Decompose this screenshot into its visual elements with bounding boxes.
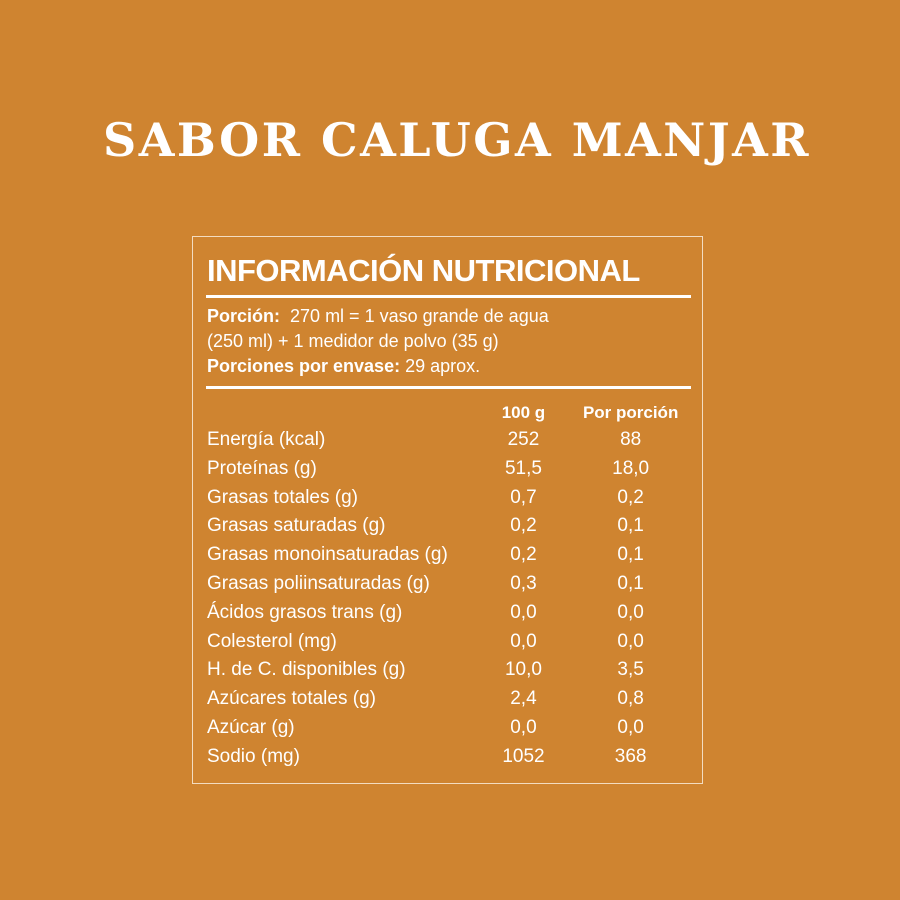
table-row — [207, 714, 697, 743]
nutrient-value-per-serving: 0,1 — [617, 572, 644, 594]
serving-size-detail: (250 ml) + 1 medidor de polvo (35 g) — [207, 331, 499, 351]
nutrient-name: Energía (kcal) — [207, 429, 326, 450]
nutrient-name: Ácidos grasos trans (g) — [207, 601, 403, 623]
table-row — [207, 685, 697, 714]
nutrient-value-per-serving: 0,0 — [617, 630, 644, 652]
nutrient-value-per-100g: 0,0 — [510, 601, 537, 623]
nutrient-name: H. de C. disponibles (g) — [207, 659, 406, 681]
nutrient-value-per-100g: 51,5 — [504, 457, 542, 479]
nutrient-name: Azúcares totales (g) — [207, 688, 376, 710]
nutrient-table-header — [207, 400, 697, 426]
nutrient-value-per-serving: 88 — [620, 429, 642, 450]
column-header-per-serving: Por porción — [582, 403, 679, 422]
nutrient-value-per-100g: 0,7 — [510, 486, 537, 508]
nutrient-name: Grasas monoinsaturadas (g) — [207, 544, 448, 566]
column-header-per-100g: 100 g — [501, 403, 546, 422]
table-row — [207, 599, 697, 628]
serving-divider — [206, 386, 691, 389]
nutrient-name: Azúcar (g) — [207, 716, 295, 738]
nutrient-value-per-serving: 368 — [614, 745, 647, 767]
table-row — [207, 455, 697, 484]
table-row — [207, 743, 697, 772]
nutrient-value-per-serving: 0,0 — [617, 716, 644, 738]
column-header-nutrient — [207, 400, 483, 426]
nutrient-value-per-100g: 252 — [507, 429, 540, 450]
table-row — [207, 628, 697, 657]
serving-info — [207, 304, 549, 379]
serving-size-label: Porción: — [207, 306, 281, 326]
serving-size-value: 270 ml = 1 vaso grande de agua — [290, 306, 549, 326]
nutrient-value-per-100g: 1052 — [502, 745, 545, 767]
servings-per-container-line — [207, 354, 549, 379]
nutrient-value-per-100g: 0,2 — [510, 515, 537, 537]
nutrient-table — [207, 400, 697, 772]
nutrition-heading: INFORMACIÓN NUTRICIONAL — [207, 253, 640, 288]
table-row — [207, 570, 697, 599]
table-row — [207, 426, 697, 455]
nutrient-value-per-serving: 0,8 — [617, 688, 644, 710]
nutrition-facts-panel — [192, 236, 703, 784]
nutrient-value-per-100g: 0,2 — [510, 544, 537, 566]
nutrient-value-per-serving: 0,2 — [617, 486, 644, 508]
heading-divider — [206, 295, 691, 298]
servings-per-container-label: Porciones por envase: — [207, 356, 401, 376]
nutrient-value-per-serving: 0,1 — [617, 515, 644, 537]
nutrient-value-per-100g: 0,3 — [510, 572, 537, 594]
nutrient-name: Proteínas (g) — [207, 457, 317, 479]
serving-size-line — [207, 304, 549, 329]
nutrient-name: Grasas poliinsaturadas (g) — [207, 572, 430, 594]
table-row — [207, 656, 697, 685]
nutrient-name: Sodio (mg) — [207, 745, 300, 767]
table-row — [207, 512, 697, 541]
nutrient-name: Grasas saturadas (g) — [207, 515, 386, 537]
nutrient-value-per-serving: 18,0 — [612, 457, 650, 479]
product-title: SABOR CALUGA MANJAR — [103, 113, 812, 167]
nutrient-name: Grasas totales (g) — [207, 486, 358, 508]
table-row — [207, 541, 697, 570]
nutrient-value-per-serving: 0,0 — [617, 601, 644, 623]
table-row — [207, 484, 697, 513]
nutrient-name: Colesterol (mg) — [207, 630, 337, 652]
nutrient-value-per-serving: 0,1 — [617, 544, 644, 566]
servings-per-container-value: 29 aprox. — [405, 356, 481, 376]
nutrient-value-per-100g: 2,4 — [510, 688, 537, 710]
nutrient-value-per-100g: 0,0 — [510, 716, 537, 738]
nutrient-value-per-serving: 3,5 — [617, 659, 644, 681]
nutrient-value-per-100g: 0,0 — [510, 630, 537, 652]
nutrient-value-per-100g: 10,0 — [504, 659, 542, 681]
